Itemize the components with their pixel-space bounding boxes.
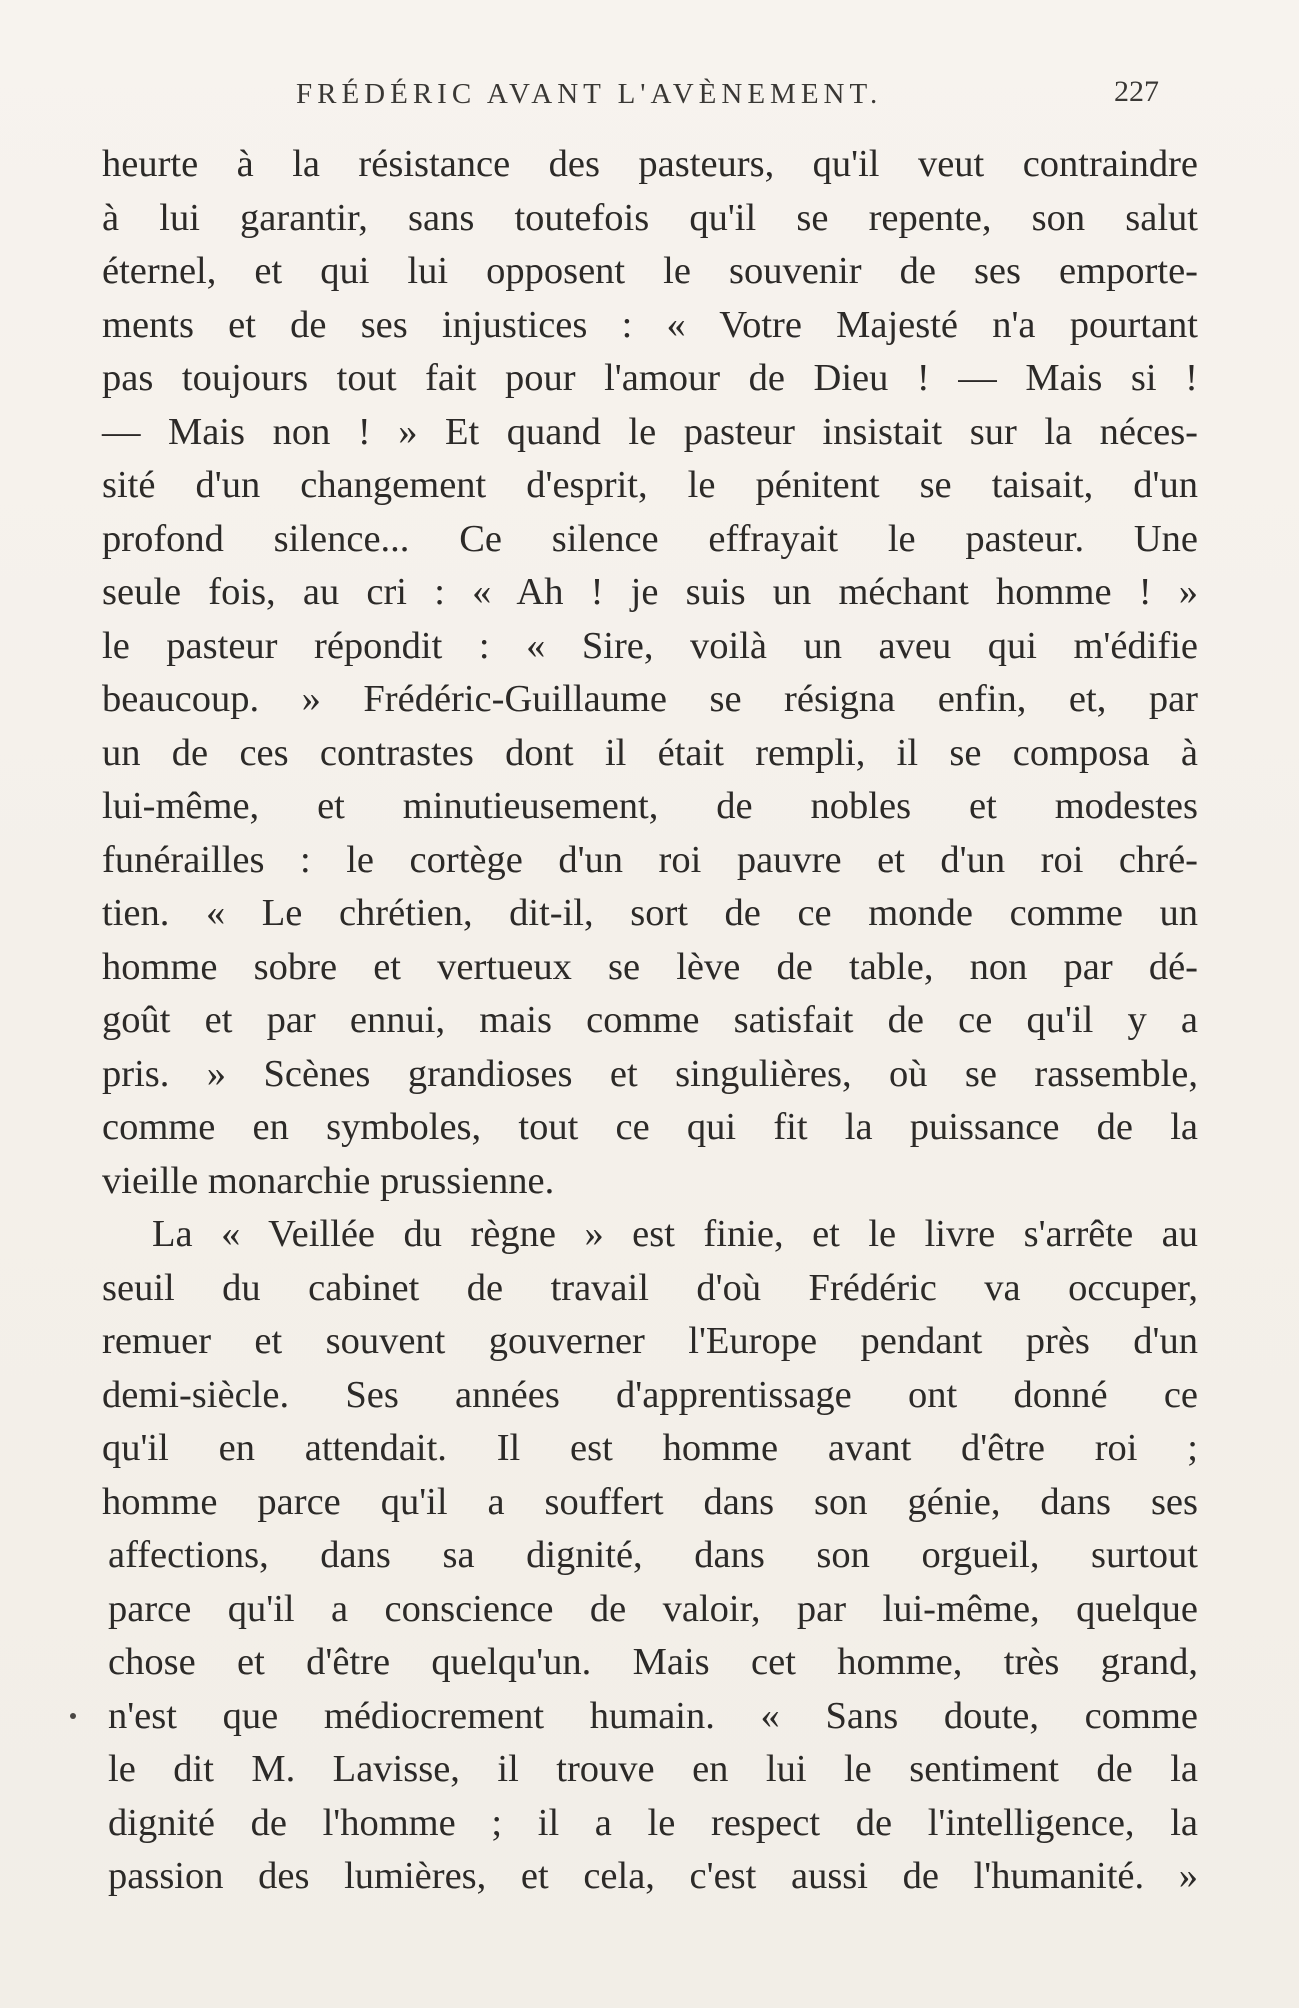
ink-speck [70,1713,76,1719]
text-line: pas toujours tout fait pour l'amour de Dieu ! — Mais si ! [102,357,1198,399]
running-head: FRÉDÉRIC AVANT L'AVÈNEMENT. [296,78,883,110]
text-line: comme en symboles, tout ce qui fit la puissance de la [102,1106,1198,1148]
text-line: homme parce qu'il a souffert dans son génie, dans ses [102,1480,1198,1523]
text-line: seule fois, au cri : « Ah ! je suis un méchant homme ! » [102,571,1198,613]
text-line: beaucoup. » Frédéric-Guillaume se résigna enfin, et, par [102,678,1198,720]
text-line: seuil du cabinet de travail d'où Frédéric va occuper, [102,1266,1198,1309]
text-line: heurte à la résistance des pasteurs, qu'il veut contraindre [102,143,1198,185]
text-line: pris. » Scènes grandioses et singulières, où se rassemble, [102,1052,1198,1095]
text-line: dignité de l'homme ; il a le respect de l'intelligence, la [108,1801,1198,1844]
text-line: à lui garantir, sans toutefois qu'il se repente, son salut [102,196,1198,239]
text-line: ments et de ses injustices : « Votre Majesté n'a pourtant [102,303,1198,346]
text-line: funérailles : le cortège d'un roi pauvre et d'un roi chré- [102,838,1198,881]
text-line: chose et d'être quelqu'un. Mais cet homme, très grand, [108,1641,1198,1683]
text-line: éternel, et qui lui opposent le souvenir de ses emporte- [102,250,1198,292]
text-line: le pasteur répondit : « Sire, voilà un aveu qui m'édifie [102,624,1198,667]
text-line: remuer et souvent gouverner l'Europe pendant près d'un [102,1320,1198,1362]
text-line: sité d'un changement d'esprit, le pénitent se taisait, d'un [102,464,1198,506]
text-line: affections, dans sa dignité, dans son orgueil, surtout [108,1534,1198,1576]
text-line: un de ces contrastes dont il était rempli, il se composa à [102,731,1198,774]
page-number: 227 [1114,75,1159,108]
paragraph-end-line: vieille monarchie prussienne. [102,1159,555,1202]
body-text [102,138,1198,1904]
text-line: homme sobre et vertueux se lève de table, non par dé- [102,945,1198,988]
text-line: n'est que médiocrement humain. « Sans doute, comme [108,1694,1198,1737]
text-line: qu'il en attendait. Il est homme avant d'être roi ; [102,1427,1198,1469]
text-line: passion des lumières, et cela, c'est aussi de l'humanité. » [108,1855,1198,1897]
text-line: — Mais non ! » Et quand le pasteur insistait sur la néces- [102,410,1198,453]
text-line: goût et par ennui, mais comme satisfait de ce qu'il y a [102,999,1198,1041]
text-line: le dit M. Lavisse, il trouve en lui le sentiment de la [108,1748,1198,1790]
text-line: demi-siècle. Ses années d'apprentissage ont donné ce [102,1373,1198,1416]
paragraph-start-line: La « Veillée du règne » est finie, et le livre s'arrête au [152,1213,1198,1255]
text-line: profond silence... Ce silence effrayait le pasteur. Une [102,517,1198,560]
text-line: parce qu'il a conscience de valoir, par lui-même, quelque [108,1587,1198,1630]
text-line: lui-même, et minutieusement, de nobles et modestes [102,785,1198,827]
text-line: tien. « Le chrétien, dit-il, sort de ce monde comme un [102,892,1198,934]
